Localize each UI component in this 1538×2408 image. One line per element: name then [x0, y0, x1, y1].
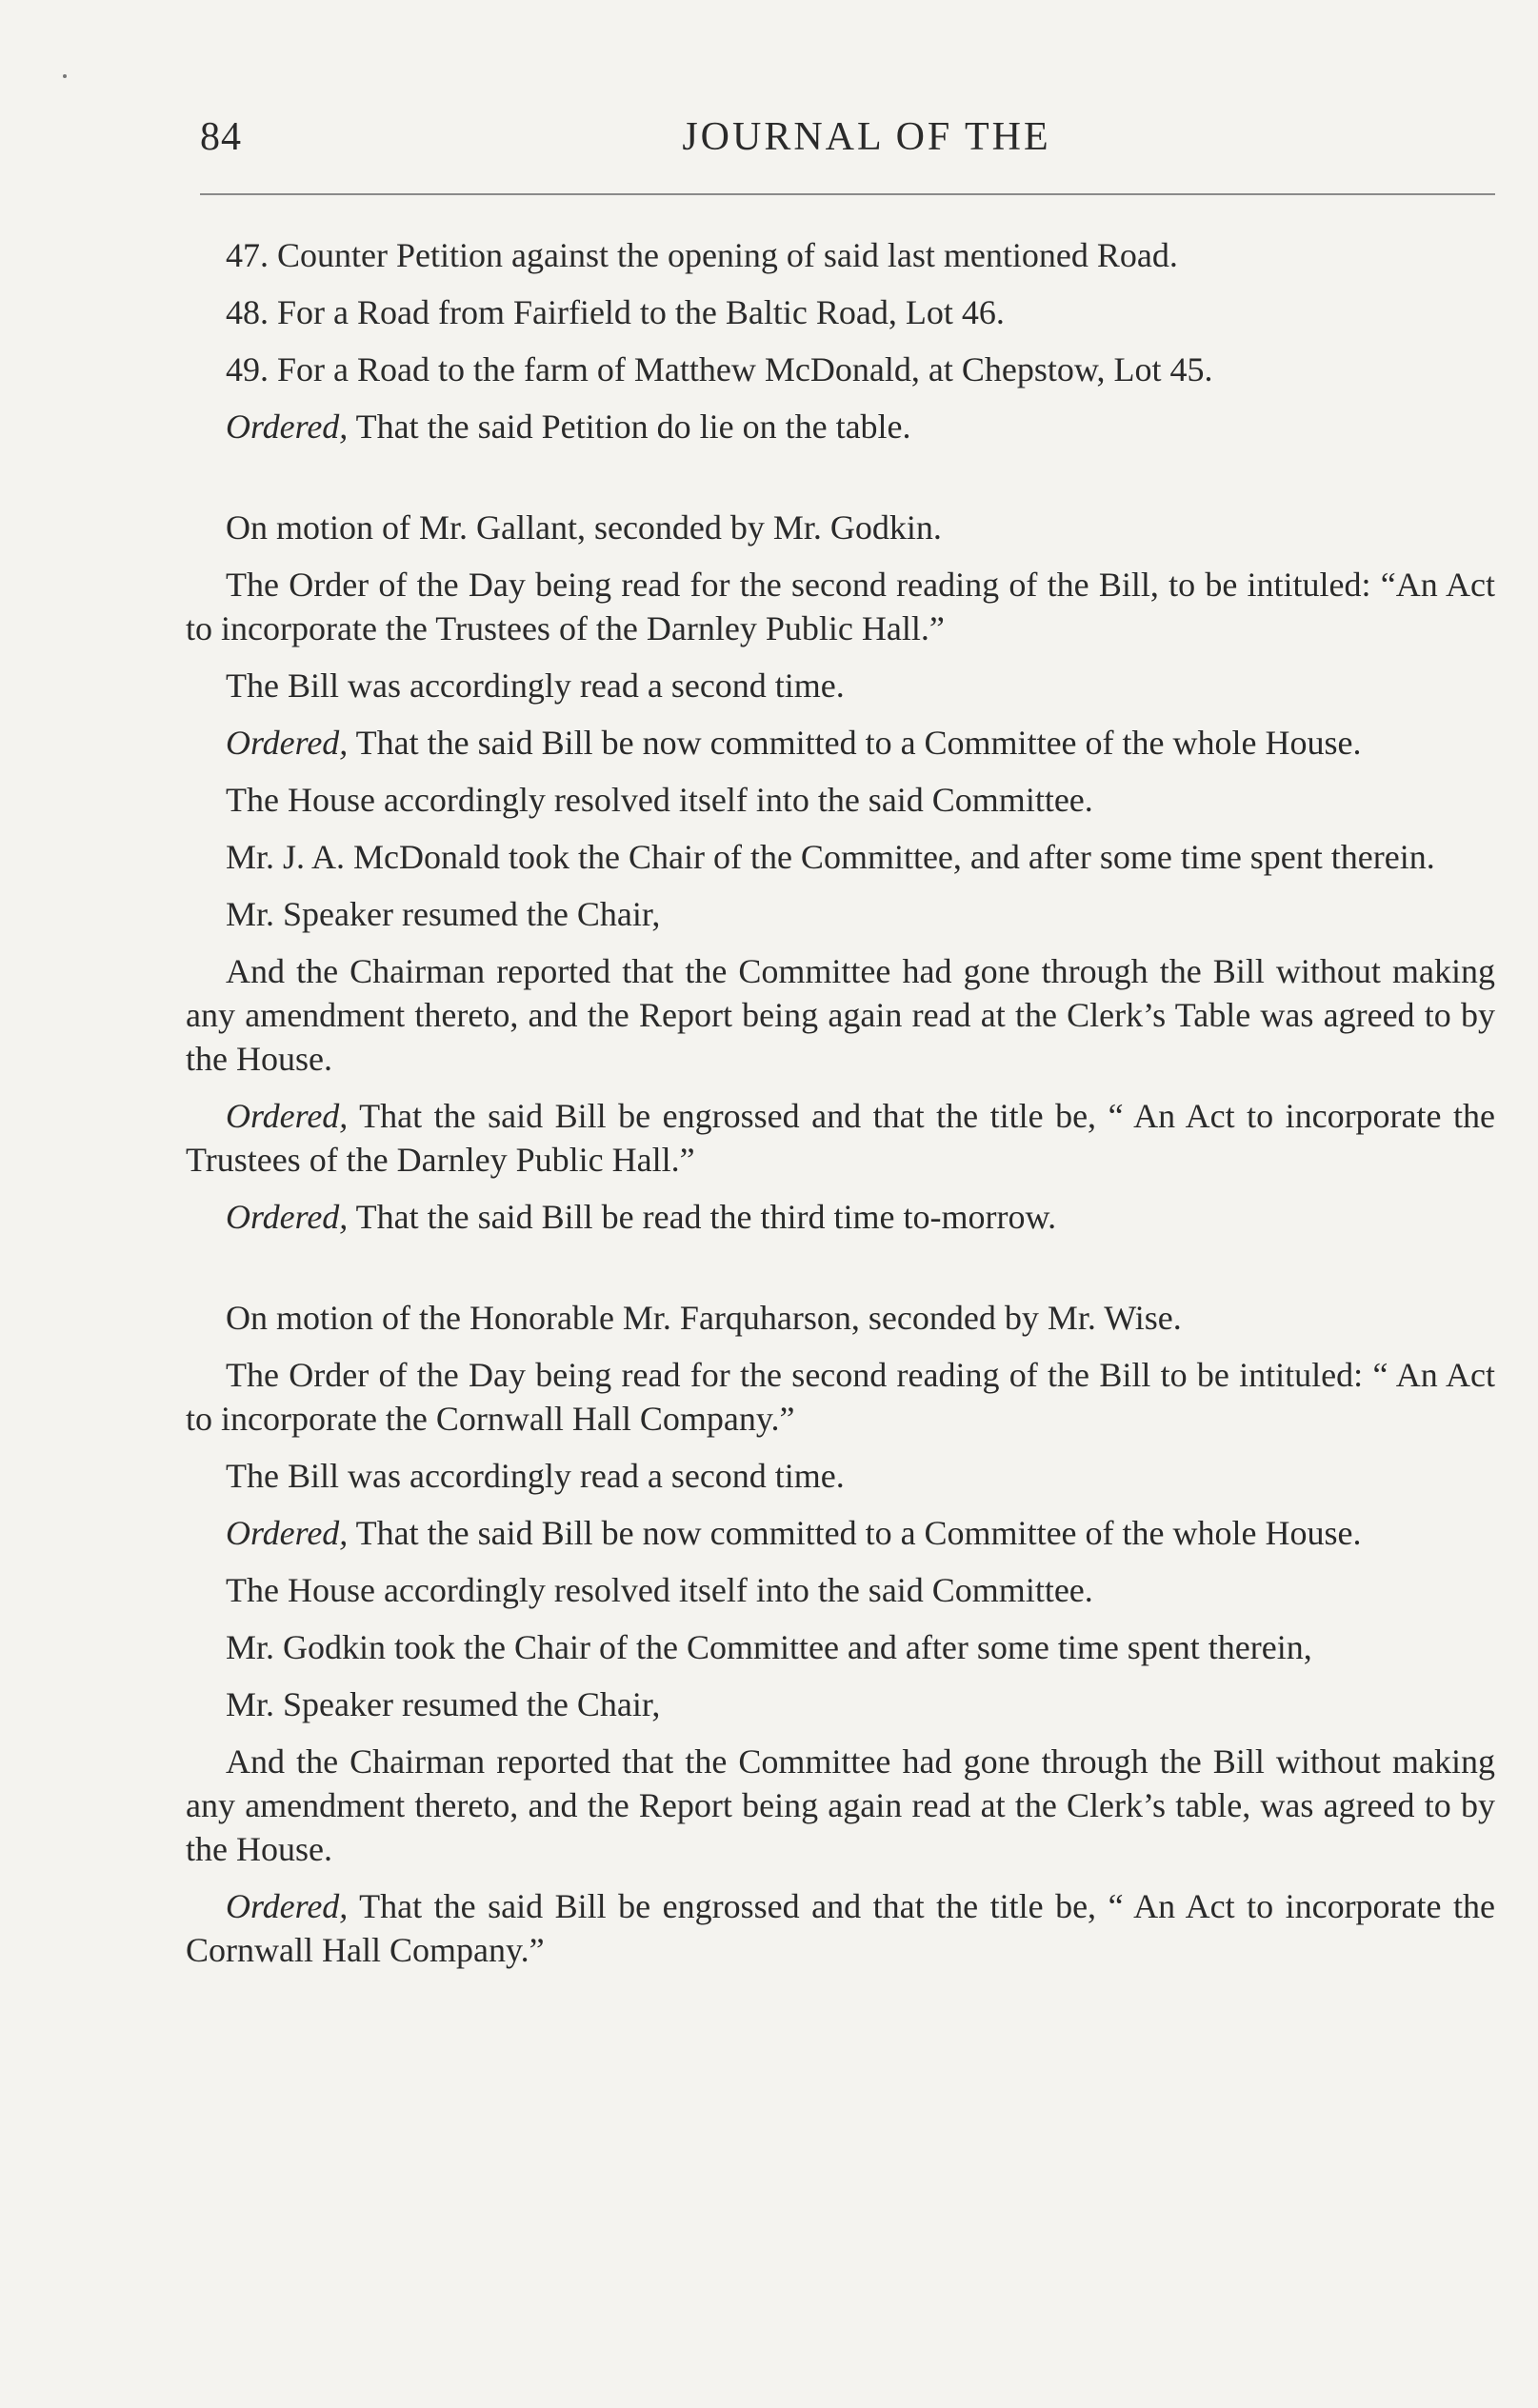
paragraph-motion-farquharson: On motion of the Honorable Mr. Farquharson, seconded by Mr. Wise. — [226, 1299, 1182, 1337]
paragraph-read-second-time: The Bill was accordingly read a second time. — [226, 667, 845, 705]
header-rule — [200, 193, 1495, 195]
ordered-lead: Ordered, — [226, 1198, 349, 1236]
page-header — [200, 114, 1495, 171]
paragraph-house-resolved: The House accordingly resolved itself into the said Committee. — [226, 1571, 1093, 1609]
ordered-lead: Ordered, — [226, 724, 349, 762]
paragraph-ordered-committed: Ordered, That the said Bill be now committed to a Committee of the whole House. — [226, 1514, 1362, 1552]
page-number: 84 — [200, 115, 242, 159]
paragraph-speaker-resumed: Mr. Speaker resumed the Chair, — [226, 895, 661, 933]
paragraph-petition-48: 48. For a Road from Fairfield to the Baltic Road, Lot 46. — [226, 293, 1005, 331]
paragraph-mcdonald-chair: Mr. J. A. McDonald took the Chair of the Committee, and after some time spent therein. — [226, 838, 1435, 876]
paragraph-chairman-reported: And the Chairman reported that the Committee had gone through the Bill without making any amendment thereto, and the Report being again read at the Clerk’s Table was agreed to by the House. — [186, 952, 1495, 1078]
paragraph-petition-49: 49. For a Road to the farm of Matthew McDonald, at Chepstow, Lot 45. — [226, 350, 1213, 388]
paragraph-ordered-engrossed: Ordered, That the said Bill be engrossed and that the title be, “ An Act to incorporate the Trustees of the Darnley Public Hall.” — [186, 1097, 1495, 1179]
paragraph-ordered-lie-on-table: Ordered, That the said Petition do lie on the table. — [226, 408, 911, 446]
ordered-lead: Ordered, — [226, 1514, 349, 1552]
ordered-lead: Ordered, — [226, 1887, 349, 1925]
paragraph-speaker-resumed: Mr. Speaker resumed the Chair, — [226, 1685, 661, 1723]
running-title: JOURNAL OF THE — [682, 115, 1051, 159]
paragraph-petition-47: 47. Counter Petition against the opening of said last mentioned Road. — [226, 236, 1178, 274]
paragraph-ordered-third-reading: Ordered, That the said Bill be read the third time to-morrow. — [226, 1198, 1057, 1236]
print-speck — [63, 74, 67, 78]
journal-body — [186, 233, 1495, 1985]
paragraph-order-of-day-darnley: The Order of the Day being read for the second reading of the Bill, to be intituled: “An Act to incorporate the Trustees of the Darnley Public Hall.” — [186, 566, 1495, 647]
paragraph-house-resolved: The House accordingly resolved itself into the said Committee. — [226, 781, 1093, 819]
paragraph-godkin-chair: Mr. Godkin took the Chair of the Committee and after some time spent therein, — [226, 1628, 1312, 1666]
paragraph-chairman-reported: And the Chairman reported that the Committee had gone through the Bill without making any amendment thereto, and the Report being again read at the Clerk’s table, was agreed to by the House. — [186, 1742, 1495, 1868]
paragraph-read-second-time: The Bill was accordingly read a second time. — [226, 1457, 845, 1495]
paragraph-motion-gallant: On motion of Mr. Gallant, seconded by Mr. Godkin. — [226, 508, 942, 547]
paragraph-ordered-engrossed: Ordered, That the said Bill be engrossed and that the title be, “ An Act to incorporate the Cornwall Hall Company.” — [186, 1887, 1495, 1969]
paragraph-ordered-committed: Ordered, That the said Bill be now committed to a Committee of the whole House. — [226, 724, 1362, 762]
ordered-lead: Ordered, — [226, 1097, 349, 1135]
ordered-lead: Ordered, — [226, 408, 349, 446]
paragraph-order-of-day-cornwall: The Order of the Day being read for the second reading of the Bill to be intituled: “ An Act to incorporate the Cornwall Hall Company.” — [186, 1356, 1495, 1438]
